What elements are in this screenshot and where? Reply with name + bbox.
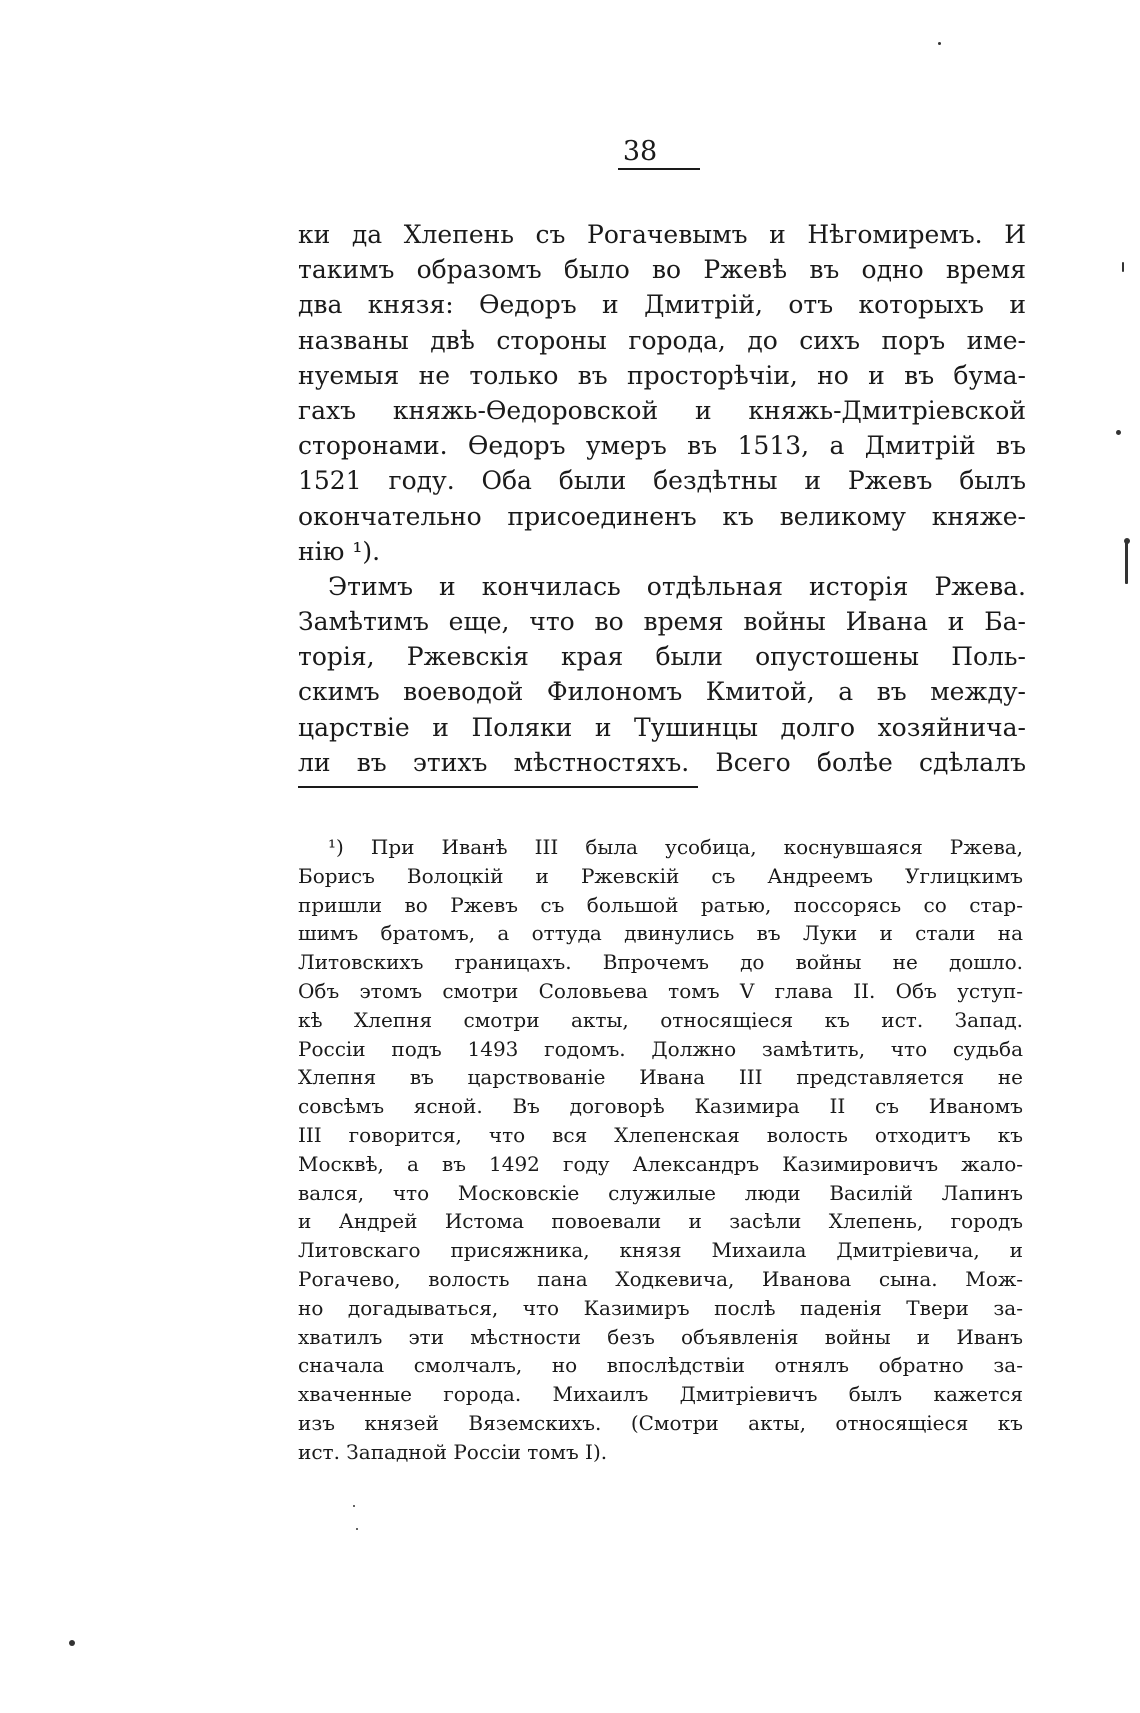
footnote-line: III говорится, что вся Хлепенская волость отходитъ къ: [298, 1122, 1023, 1147]
text-line: скимъ воеводой Филономъ Кмитой, а въ между-: [298, 677, 1026, 707]
footnote-line: Литовскаго присяжника, князя Михаила Дмитріевича, и: [298, 1238, 1023, 1263]
footnote-line: шимъ братомъ, а оттуда двинулись въ Луки и стали на: [298, 921, 1023, 946]
footnote-line: хватилъ эти мѣстности безъ объявленія войны и Иванъ: [298, 1324, 1023, 1349]
footnote-line: Россіи подъ 1493 годомъ. Должно замѣтить, что судьба: [298, 1036, 1023, 1061]
text-line: окончательно присоединенъ къ великому княже-: [298, 501, 1026, 531]
footnote-line: Литовскихъ границахъ. Впрочемъ до войны не дошло.: [298, 950, 1023, 975]
footnote-line: Борисъ Волоцкій и Ржевскій съ Андреемъ Углицкимъ: [298, 863, 1023, 888]
text-line: Этимъ и кончилась отдѣльная исторія Ржева.: [328, 571, 1026, 601]
footnote-line: Объ этомъ смотри Соловьева томъ V глава II. Объ уступ-: [298, 978, 1023, 1003]
scan-speck: [938, 42, 941, 45]
main-text: [298, 217, 1026, 780]
footnote-line: хваченные города. Михаилъ Дмитріевичъ былъ кажется: [298, 1382, 1023, 1407]
scan-speck: [353, 1505, 355, 1507]
text-line: Замѣтимъ еще, что во время войны Ивана и Ба-: [298, 607, 1026, 637]
footnote-line: Москвѣ, а въ 1492 году Александръ Казимировичъ жало-: [298, 1151, 1023, 1176]
footnote-line: и Андрей Истома повоевали и засѣли Хлепень, городъ: [298, 1209, 1023, 1234]
text-line: гахъ княжь-Өедоровской и княжь-Дмитріевской: [298, 395, 1026, 425]
text-line: нію ¹).: [298, 536, 381, 566]
scan-speck: [1125, 540, 1128, 584]
footnote-line: ¹) При Иванѣ III была усобица, коснувшаяся Ржева,: [328, 835, 1023, 859]
scan-speck: [69, 1640, 75, 1646]
text-line: ки да Хлепень съ Рогачевымъ и Нѣгомиремъ. И: [298, 220, 1026, 249]
footnote-line: пришли во Ржевъ съ большой ратью, поссорясь со стар-: [298, 892, 1023, 917]
text-line: два князя: Өедоръ и Дмитрій, отъ которыхъ и: [298, 290, 1026, 320]
footnote-line: Рогачево, волость пана Ходкевича, Иванова сына. Мож-: [298, 1266, 1023, 1291]
page-number-underline: [618, 168, 700, 170]
footnote-line: сначала смолчалъ, но впослѣдствіи отнялъ обратно за-: [298, 1353, 1023, 1378]
footnote: [298, 833, 1023, 1467]
text-line: ли въ этихъ мѣстностяхъ. Всего болѣе сдѣлалъ: [298, 747, 1026, 777]
scan-speck: [356, 1528, 358, 1530]
text-line: торія, Ржевскія края были опустошены Поль-: [298, 642, 1026, 672]
page-number: 38: [622, 136, 658, 167]
text-line: такимъ образомъ было во Ржевѣ въ одно время: [298, 255, 1026, 285]
text-line: сторонами. Өедоръ умеръ въ 1513, а Дмитрій въ: [298, 431, 1026, 461]
footnote-line: Хлепня въ царствованіе Ивана III представляется не: [298, 1065, 1023, 1090]
footnote-line: но догадываться, что Казимиръ послѣ паденія Твери за-: [298, 1295, 1023, 1320]
scan-speck: [1124, 538, 1130, 544]
scan-speck: [1116, 430, 1121, 435]
footnote-separator: [298, 786, 698, 788]
text-line: 1521 году. Оба были бездѣтны и Ржевъ былъ: [298, 466, 1026, 496]
footnote-line: кѣ Хлепня смотри акты, относящіеся къ ист. Запад.: [298, 1007, 1023, 1032]
scan-speck: [1122, 262, 1124, 272]
text-line: названы двѣ стороны города, до сихъ поръ име-: [298, 325, 1026, 355]
text-line: царствіе и Поляки и Тушинцы долго хозяйнича-: [298, 712, 1026, 742]
footnote-line: совсѣмъ ясной. Въ договорѣ Казимира II съ Иваномъ: [298, 1094, 1023, 1119]
footnote-line: изъ князей Вяземскихъ. (Смотри акты, относящіеся къ: [298, 1410, 1023, 1435]
footnote-line: ист. Западной Россіи томъ I).: [298, 1439, 608, 1464]
footnote-line: вался, что Московскіе служилые люди Василій Лапинъ: [298, 1180, 1023, 1205]
text-line: нуемыя не только въ просторѣчіи, но и въ бума-: [298, 360, 1026, 390]
